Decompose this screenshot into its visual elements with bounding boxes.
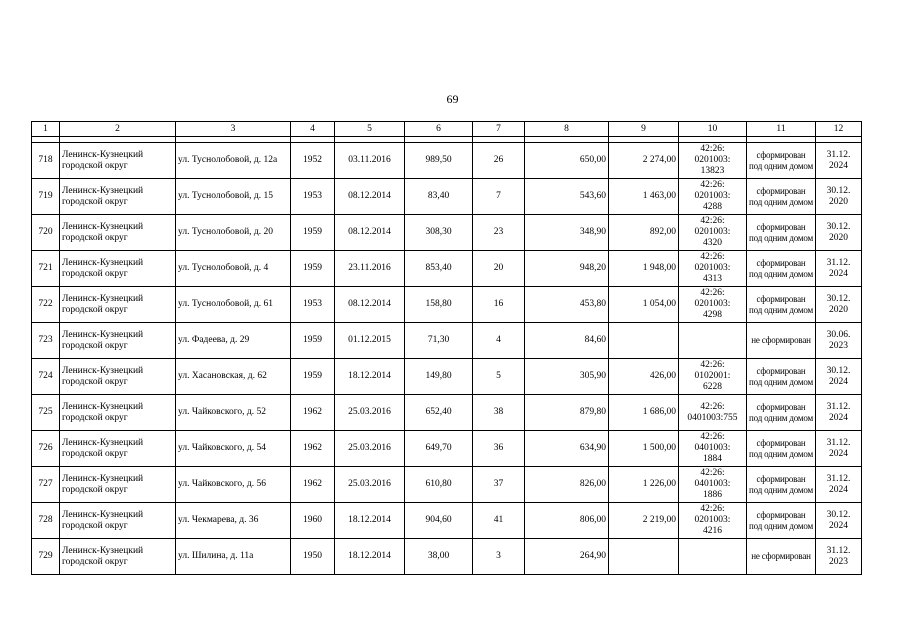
land-status: сформирован под одним домом — [747, 503, 816, 539]
column-number: 1 — [32, 122, 60, 137]
column-number-row — [32, 122, 862, 137]
area-value: 83,40 — [405, 179, 473, 215]
municipality: Ленинск-Кузнецкий городской округ — [60, 143, 176, 179]
land-area: 2 274,00 — [609, 143, 679, 179]
inclusion-date: 23.11.2016 — [335, 251, 405, 287]
land-area: 1 054,00 — [609, 287, 679, 323]
inclusion-date: 01.12.2015 — [335, 323, 405, 359]
cadastral-number: 42:26: 0201003: 13823 — [679, 143, 747, 179]
address: ул. Фадеева, д. 29 — [176, 323, 291, 359]
municipality: Ленинск-Кузнецкий городской округ — [60, 539, 176, 575]
total-area: 543,60 — [525, 179, 609, 215]
column-number: 5 — [335, 122, 405, 137]
municipality: Ленинск-Кузнецкий городской округ — [60, 215, 176, 251]
municipality: Ленинск-Кузнецкий городской округ — [60, 467, 176, 503]
residents-count: 3 — [473, 539, 525, 575]
row-number: 720 — [32, 215, 60, 251]
municipality: Ленинск-Кузнецкий городской округ — [60, 431, 176, 467]
deadline-date: 31.12. 2023 — [816, 539, 862, 575]
row-number: 729 — [32, 539, 60, 575]
cadastral-number — [679, 539, 747, 575]
area-value: 71,30 — [405, 323, 473, 359]
row-number: 726 — [32, 431, 60, 467]
build-year: 1959 — [291, 323, 335, 359]
residents-count: 37 — [473, 467, 525, 503]
build-year: 1959 — [291, 251, 335, 287]
cadastral-number: 42:26: 0201003: 4320 — [679, 215, 747, 251]
row-number: 719 — [32, 179, 60, 215]
build-year: 1962 — [291, 431, 335, 467]
housing-registry-table — [31, 121, 862, 575]
residents-count: 5 — [473, 359, 525, 395]
row-number: 722 — [32, 287, 60, 323]
table-row — [32, 503, 862, 539]
inclusion-date: 08.12.2014 — [335, 215, 405, 251]
address: ул. Шилина, д. 11а — [176, 539, 291, 575]
column-number: 7 — [473, 122, 525, 137]
address: ул. Туснолобовой, д. 20 — [176, 215, 291, 251]
cadastral-number: 42:26: 0201003: 4298 — [679, 287, 747, 323]
land-status: сформирован под одним домом — [747, 215, 816, 251]
build-year: 1959 — [291, 359, 335, 395]
build-year: 1962 — [291, 395, 335, 431]
inclusion-date: 25.03.2016 — [335, 431, 405, 467]
land-status: сформирован под одним домом — [747, 359, 816, 395]
municipality: Ленинск-Кузнецкий городской округ — [60, 179, 176, 215]
deadline-date: 30.12. 2020 — [816, 179, 862, 215]
land-area: 2 219,00 — [609, 503, 679, 539]
land-area — [609, 323, 679, 359]
table-row — [32, 287, 862, 323]
column-number: 2 — [60, 122, 176, 137]
area-value: 649,70 — [405, 431, 473, 467]
deadline-date: 31.12. 2024 — [816, 431, 862, 467]
area-value: 652,40 — [405, 395, 473, 431]
land-area: 1 226,00 — [609, 467, 679, 503]
deadline-date: 31.12. 2024 — [816, 467, 862, 503]
cadastral-number: 42:26: 0401003: 1884 — [679, 431, 747, 467]
build-year: 1952 — [291, 143, 335, 179]
municipality: Ленинск-Кузнецкий городской округ — [60, 287, 176, 323]
residents-count: 41 — [473, 503, 525, 539]
inclusion-date: 03.11.2016 — [335, 143, 405, 179]
land-status: не сформирован — [747, 323, 816, 359]
column-number: 6 — [405, 122, 473, 137]
land-status: не сформирован — [747, 539, 816, 575]
cadastral-number: 42:26: 0201003: 4288 — [679, 179, 747, 215]
area-value: 308,30 — [405, 215, 473, 251]
area-value: 149,80 — [405, 359, 473, 395]
total-area: 305,90 — [525, 359, 609, 395]
deadline-date: 30.12. 2024 — [816, 359, 862, 395]
build-year: 1953 — [291, 287, 335, 323]
row-number: 718 — [32, 143, 60, 179]
row-number: 725 — [32, 395, 60, 431]
table-row — [32, 467, 862, 503]
total-area: 948,20 — [525, 251, 609, 287]
land-status: сформирован под одним домом — [747, 143, 816, 179]
residents-count: 7 — [473, 179, 525, 215]
residents-count: 23 — [473, 215, 525, 251]
total-area: 879,80 — [525, 395, 609, 431]
total-area: 348,90 — [525, 215, 609, 251]
total-area: 650,00 — [525, 143, 609, 179]
residents-count: 38 — [473, 395, 525, 431]
inclusion-date: 08.12.2014 — [335, 179, 405, 215]
area-value: 904,60 — [405, 503, 473, 539]
land-status: сформирован под одним домом — [747, 467, 816, 503]
row-number: 724 — [32, 359, 60, 395]
row-number: 728 — [32, 503, 60, 539]
table-row — [32, 179, 862, 215]
area-value: 158,80 — [405, 287, 473, 323]
address: ул. Чайковского, д. 52 — [176, 395, 291, 431]
area-value: 38,00 — [405, 539, 473, 575]
total-area: 264,90 — [525, 539, 609, 575]
residents-count: 36 — [473, 431, 525, 467]
cadastral-number: 42:26: 0401003:755 — [679, 395, 747, 431]
address: ул. Чайковского, д. 56 — [176, 467, 291, 503]
inclusion-date: 18.12.2014 — [335, 539, 405, 575]
cadastral-number: 42:26: 0201003: 4216 — [679, 503, 747, 539]
area-value: 610,80 — [405, 467, 473, 503]
column-number: 4 — [291, 122, 335, 137]
deadline-date: 31.12. 2024 — [816, 143, 862, 179]
column-number: 3 — [176, 122, 291, 137]
cadastral-number — [679, 323, 747, 359]
table-row — [32, 395, 862, 431]
build-year: 1960 — [291, 503, 335, 539]
deadline-date: 30.06. 2023 — [816, 323, 862, 359]
column-number: 10 — [679, 122, 747, 137]
area-value: 853,40 — [405, 251, 473, 287]
column-number: 8 — [525, 122, 609, 137]
address: ул. Туснолобовой, д. 12а — [176, 143, 291, 179]
municipality: Ленинск-Кузнецкий городской округ — [60, 395, 176, 431]
column-number: 9 — [609, 122, 679, 137]
table-row — [32, 323, 862, 359]
total-area: 826,00 — [525, 467, 609, 503]
address: ул. Туснолобовой, д. 61 — [176, 287, 291, 323]
build-year: 1953 — [291, 179, 335, 215]
build-year: 1959 — [291, 215, 335, 251]
land-status: сформирован под одним домом — [747, 287, 816, 323]
address: ул. Туснолобовой, д. 15 — [176, 179, 291, 215]
land-status: сформирован под одним домом — [747, 179, 816, 215]
address: ул. Туснолобовой, д. 4 — [176, 251, 291, 287]
table-row — [32, 251, 862, 287]
inclusion-date: 18.12.2014 — [335, 503, 405, 539]
residents-count: 4 — [473, 323, 525, 359]
row-number: 721 — [32, 251, 60, 287]
total-area: 84,60 — [525, 323, 609, 359]
page-number: 69 — [446, 92, 459, 106]
land-area — [609, 539, 679, 575]
cadastral-number: 42:26: 0201003: 4313 — [679, 251, 747, 287]
area-value: 989,50 — [405, 143, 473, 179]
residents-count: 26 — [473, 143, 525, 179]
land-status: сформирован под одним домом — [747, 251, 816, 287]
deadline-date: 30.12. 2020 — [816, 215, 862, 251]
deadline-date: 30.12. 2020 — [816, 287, 862, 323]
land-status: сформирован под одним домом — [747, 395, 816, 431]
address: ул. Чайковского, д. 54 — [176, 431, 291, 467]
row-number: 727 — [32, 467, 60, 503]
land-area: 1 948,00 — [609, 251, 679, 287]
inclusion-date: 18.12.2014 — [335, 359, 405, 395]
residents-count: 16 — [473, 287, 525, 323]
municipality: Ленинск-Кузнецкий городской округ — [60, 323, 176, 359]
municipality: Ленинск-Кузнецкий городской округ — [60, 251, 176, 287]
cadastral-number: 42:26: 0102001: 6228 — [679, 359, 747, 395]
table-row — [32, 359, 862, 395]
address: ул. Чекмарева, д. 36 — [176, 503, 291, 539]
address: ул. Хасановская, д. 62 — [176, 359, 291, 395]
total-area: 634,90 — [525, 431, 609, 467]
inclusion-date: 25.03.2016 — [335, 395, 405, 431]
total-area: 453,80 — [525, 287, 609, 323]
land-area: 1 500,00 — [609, 431, 679, 467]
table-row — [32, 539, 862, 575]
total-area: 806,00 — [525, 503, 609, 539]
land-area: 1 463,00 — [609, 179, 679, 215]
land-area: 892,00 — [609, 215, 679, 251]
residents-count: 20 — [473, 251, 525, 287]
cadastral-number: 42:26: 0401003: 1886 — [679, 467, 747, 503]
municipality: Ленинск-Кузнецкий городской округ — [60, 503, 176, 539]
land-area: 426,00 — [609, 359, 679, 395]
table-row — [32, 215, 862, 251]
table-row — [32, 431, 862, 467]
build-year: 1962 — [291, 467, 335, 503]
column-number: 12 — [816, 122, 862, 137]
inclusion-date: 08.12.2014 — [335, 287, 405, 323]
land-status: сформирован под одним домом — [747, 431, 816, 467]
deadline-date: 31.12. 2024 — [816, 251, 862, 287]
inclusion-date: 25.03.2016 — [335, 467, 405, 503]
deadline-date: 31.12. 2024 — [816, 395, 862, 431]
table-row — [32, 143, 862, 179]
land-area: 1 686,00 — [609, 395, 679, 431]
build-year: 1950 — [291, 539, 335, 575]
column-number: 11 — [747, 122, 816, 137]
municipality: Ленинск-Кузнецкий городской округ — [60, 359, 176, 395]
deadline-date: 30.12. 2024 — [816, 503, 862, 539]
row-number: 723 — [32, 323, 60, 359]
